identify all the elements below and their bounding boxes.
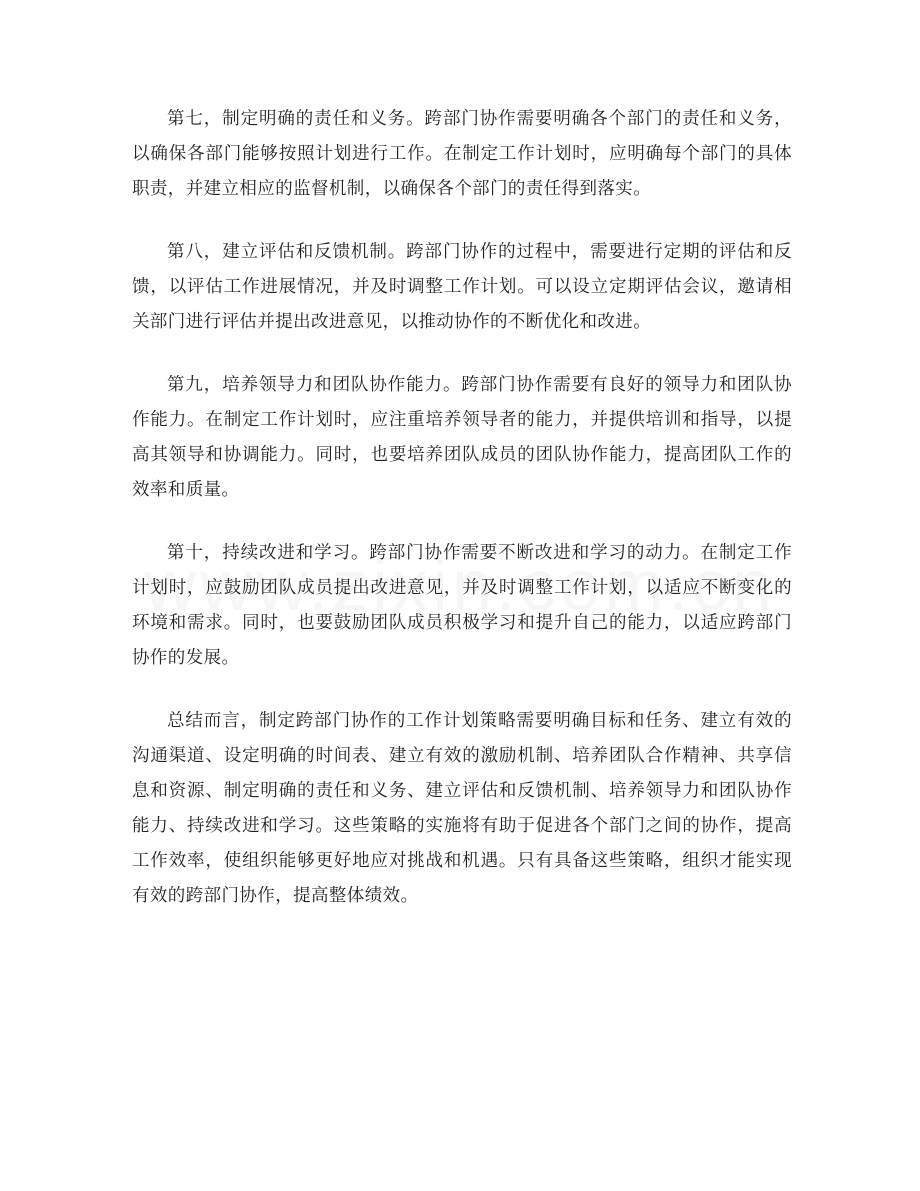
paragraph-9: 第九，培养领导力和团队协作能力。跨部门协作需要有良好的领导力和团队协作能力。在制定工作计划时，应注重培养领导者的能力，并提供培训和指导，以提高其领导和协调能力。同时，也要培养团队成员的团队协作能力，提高团队工作的效率和质量。 <box>132 375 792 500</box>
document-body <box>132 102 792 942</box>
paragraph-summary: 总结而言，制定跨部门协作的工作计划策略需要明确目标和任务、建立有效的沟通渠道、设定明确的时间表、建立有效的激励机制、培养团队合作精神、共享信息和资源、制定明确的责任和义务、建立评估和反馈机制、培养领导力和团队协作能力、持续改进和学习。这些策略的实施将有助于促进各个部门之间的协作，提高工作效率，使组织能够更好地应对挑战和机遇。只有具备这些策略，组织才能实现有效的跨部门协作，提高整体绩效。 <box>132 711 792 906</box>
paragraph-7: 第七，制定明确的责任和义务。跨部门协作需要明确各个部门的责任和义务，以确保各部门能够按照计划进行工作。在制定工作计划时，应明确每个部门的具体职责，并建立相应的监督机制，以确保各个部门的责任得到落实。 <box>132 109 792 199</box>
paragraph-8: 第八，建立评估和反馈机制。跨部门协作的过程中，需要进行定期的评估和反馈，以评估工作进展情况，并及时调整工作计划。可以设立定期评估会议，邀请相关部门进行评估并提出改进意见，以推动协作的不断优化和改进。 <box>132 242 792 332</box>
paragraph-10: 第十，持续改进和学习。跨部门协作需要不断改进和学习的动力。在制定工作计划时，应鼓励团队成员提出改进意见，并及时调整工作计划，以适应不断变化的环境和需求。同时，也要鼓励团队成员积极学习和提升自己的能力，以适应跨部门协作的发展。 <box>132 543 792 668</box>
